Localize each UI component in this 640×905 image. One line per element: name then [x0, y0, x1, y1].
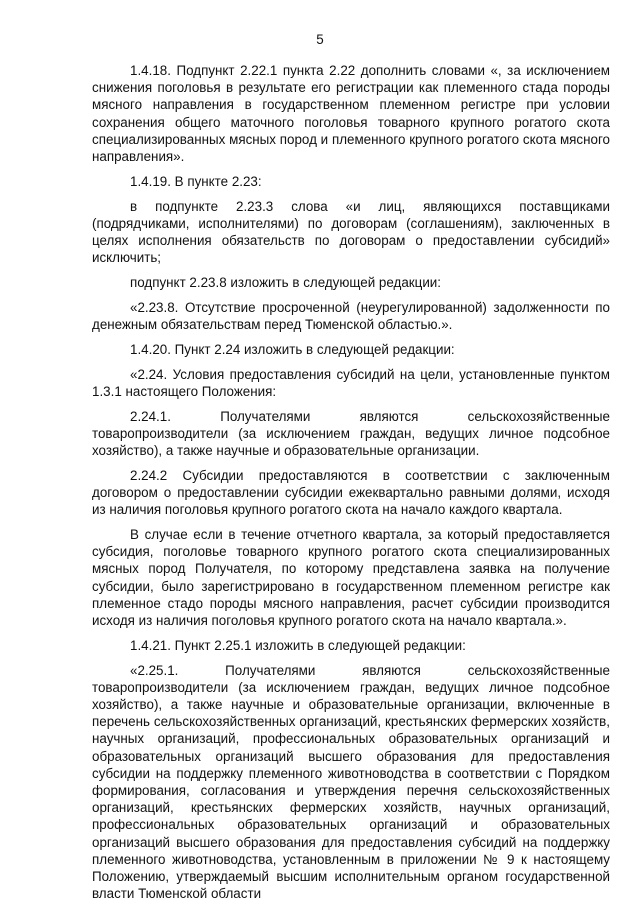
paragraph-2-24-1: 2.24.1. Получателями являются сельскохозяйственные товаропроизводители (за исключением граждан, ведущих личное подсобное хозяйство), а также научные и образовательные организации.	[92, 408, 610, 459]
document-body	[92, 62, 610, 902]
paragraph-2-25-1: «2.25.1. Получателями являются сельскохозяйственные товаропроизводители (за исключением граждан, ведущих личное подсобное хозяйство), а также научные и образовательные организации, включенные в перечень сельскохозяйственных организаций, крестьянских фермерских хозяйств, научных организаций, профессиональных образовательных организаций и образовательных организаций высшего образования для предоставления субсидии на поддержку племенного животноводства в соответствии с Порядком формирования, согласования и утверждения перечня сельскохозяйственных организаций, крестьянских фермерских хозяйств, научных организаций, профессиональных образовательных организаций и образовательных организаций высшего образования для предоставления субсидий на поддержку племенного животноводства, установленным в приложении № 9 к настоящему Положению, утверждаемый высшим исполнительным органом государственной власти Тюменской области	[92, 662, 610, 902]
paragraph-2-23-8-text: «2.23.8. Отсутствие просроченной (неурегулированной) задолженности по денежным обязательствам перед Тюменской областью.».	[92, 299, 610, 333]
paragraph-1-4-20: 1.4.20. Пункт 2.24 изложить в следующей редакции:	[130, 341, 455, 357]
page-number: 5	[316, 32, 324, 47]
paragraph-2-23-8-intro: подпункт 2.23.8 изложить в следующей редакции:	[130, 275, 441, 291]
paragraph-2-24-2: 2.24.2 Субсидии предоставляются в соответствии с заключенным договором о предоставлении субсидии ежеквартально равными долями, исходя из наличия поголовья крупного рогатого скота на начало каждого квартала.	[92, 467, 610, 518]
paragraph-2-24: «2.24. Условия предоставления субсидий на цели, установленные пунктом 1.3.1 настоящего Положения:	[92, 366, 610, 399]
paragraph-2-24-2-case: В случае если в течение отчетного квартала, за который предоставляется субсидия, поголовье товарного крупного рогатого скота специализированных мясных пород Получателя, по которому представлена заявка на получение субсидии, было зарегистрировано в государственном племенном регистре как племенное стадо породы мясного направления, расчет субсидии производится исходя из наличия поголовья крупного рогатого скота на начало квартала.».	[92, 527, 610, 629]
paragraph-2-23-3-amendment: в подпункте 2.23.3 слова «и лиц, являющихся поставщиками (подрядчиками, исполнителями) по договорам (соглашениям), заключенных в целях исполнения обязательств по договорам о предоставлении субсидий» исключить;	[92, 198, 610, 266]
paragraph-1-4-19: 1.4.19. В пункте 2.23:	[130, 173, 262, 189]
paragraph-1-4-21: 1.4.21. Пункт 2.25.1 изложить в следующей редакции:	[130, 637, 466, 653]
paragraph-1-4-18: 1.4.18. Подпункт 2.22.1 пункта 2.22 дополнить словами «, за исключением снижения поголовья в результате его регистрации как племенного стада породы мясного направления в государственном племенном регистре при условии сохранения общего маточного поголовья товарного крупного рогатого скота специализированных мясных пород и племенного крупного рогатого скота мясного направления».	[92, 63, 610, 165]
